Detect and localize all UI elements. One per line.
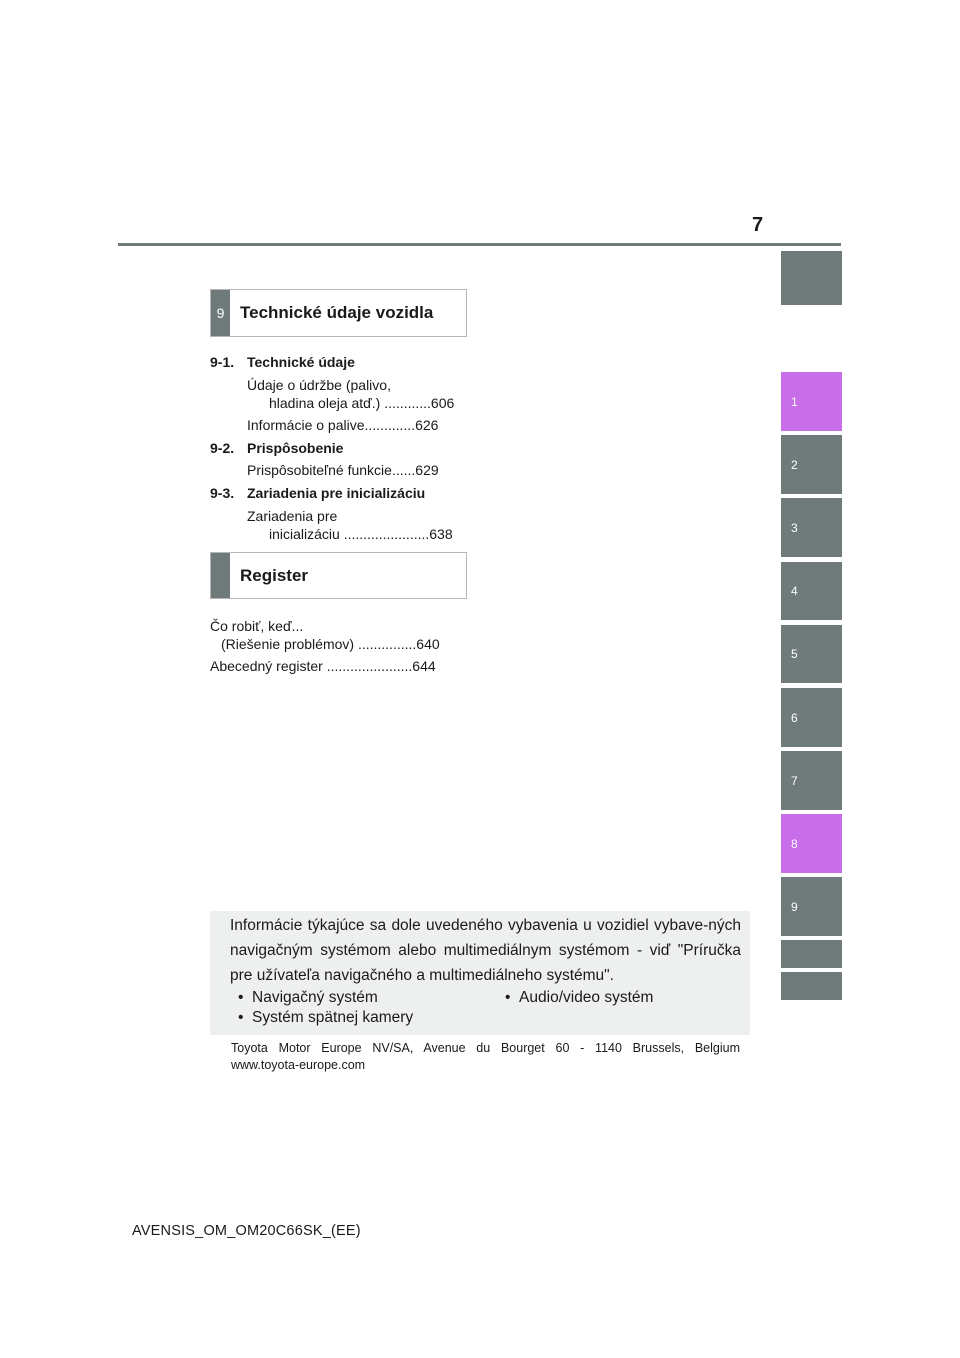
toc-entry[interactable]: Zariadenia pre <box>247 508 338 524</box>
register-header <box>210 552 467 599</box>
chapter-tab-7[interactable] <box>781 751 842 810</box>
chapter-tab-label: 3 <box>791 520 798 535</box>
section-marker: 9 <box>211 290 230 336</box>
chapter-tab-5[interactable] <box>781 625 842 683</box>
chapter-tab-label: 7 <box>791 773 798 788</box>
chapter-tab-8[interactable] <box>781 814 842 873</box>
bullet-item: • Systém spätnej kamery <box>238 1009 414 1026</box>
register-entry[interactable]: Abecedný register ......................644 <box>210 658 436 674</box>
info-text: Informácie týkajúce sa dole uvedeného vybavenia u vozidiel vybave-ných navigačným systémom alebo multimediálnym systémom - viď "Príručka pre užívateľa navigačného a multimediálneho systému". <box>230 917 741 984</box>
chapter-tab-3[interactable] <box>781 498 842 557</box>
chapter-tab-label: 5 <box>791 647 798 661</box>
toc-entry-cont[interactable]: hladina oleja atď.) ............606 <box>269 395 455 411</box>
toc-entry[interactable]: Informácie o palive.............626 <box>247 417 439 433</box>
document-code: AVENSIS_OM_OM20C66SK_(EE) <box>132 1223 361 1239</box>
chapter-tab-label: 9 <box>791 899 798 914</box>
chapter-tab-blank-top[interactable] <box>781 251 842 305</box>
section-title: Technické údaje vozidla <box>240 303 434 322</box>
toc-entry[interactable]: Prispôsobiteľné funkcie......629 <box>247 462 439 478</box>
toc-group-9-1[interactable]: 9-1. Technické údaje <box>210 354 355 370</box>
chapter-tab-2[interactable] <box>781 435 842 494</box>
toc-group-9-3[interactable]: 9-3. Zariadenia pre inicializáciu <box>210 485 426 501</box>
register-entry[interactable]: Čo robiť, keď... <box>210 618 304 634</box>
register-entry-cont[interactable]: (Riešenie problémov) ...............640 <box>221 636 440 652</box>
toc-group-9-2[interactable]: 9-2. Prispôsobenie <box>210 440 344 456</box>
section-title: Register <box>240 565 309 585</box>
chapter-tab-blank-b[interactable] <box>781 972 842 1000</box>
section-marker <box>211 553 230 598</box>
chapter-tab-1[interactable] <box>781 372 842 431</box>
chapter-tab-label: 4 <box>791 584 798 598</box>
chapter-tab-6[interactable] <box>781 688 842 747</box>
footer-address: Toyota Motor Europe NV/SA, Avenue du Bourget 60 - 1140 Brussels, Belgium <box>231 1041 740 1055</box>
bullet-item: • Navigačný systém <box>238 989 378 1006</box>
chapter-tab-label: 8 <box>791 836 798 851</box>
chapter-tab-4[interactable] <box>781 562 842 620</box>
chapter-tab-9[interactable] <box>781 877 842 936</box>
chapter-tab-label: 1 <box>791 394 798 409</box>
header-rule <box>118 243 841 246</box>
info-box <box>210 911 750 1035</box>
chapter-tab-label: 6 <box>791 710 798 725</box>
chapter-tab-blank-a[interactable] <box>781 940 842 968</box>
section-9-header <box>210 289 467 337</box>
toc-entry[interactable]: Údaje o údržbe (palivo, <box>247 377 391 393</box>
toc-entry-cont[interactable]: inicializáciu ......................638 <box>269 526 453 542</box>
footer-url[interactable]: www.toyota-europe.com <box>231 1058 366 1072</box>
bullet-item: • Audio/video systém <box>505 989 654 1006</box>
chapter-tab-label: 2 <box>791 457 798 472</box>
page-number: 7 <box>752 214 764 236</box>
